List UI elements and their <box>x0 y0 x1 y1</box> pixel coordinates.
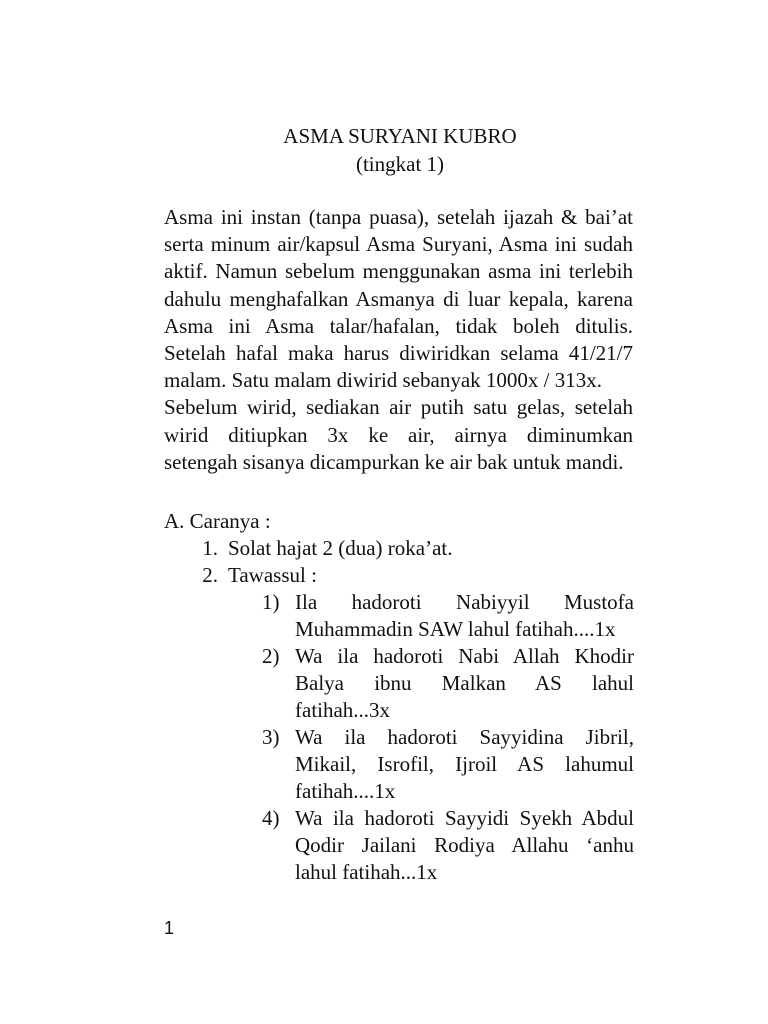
tawassul-line: fatihah....1x <box>295 779 396 803</box>
paragraph-line: wirid ditiupkan 3x ke air, airnya diminumkan <box>164 422 633 447</box>
section-heading: A. Caranya : <box>164 509 271 533</box>
intro-paragraph <box>164 204 633 476</box>
page-number: 1 <box>164 918 175 938</box>
paragraph-line: serta minum air/kapsul Asma Suryani, Asma ini sudah <box>164 232 633 257</box>
tawassul-line: Wa ila hadoroti Sayyidi Syekh Abdul <box>295 806 634 830</box>
tawassul-line: Muhammadin SAW lahul fatihah....1x <box>295 617 616 641</box>
tawassul-number: 1) <box>262 590 280 614</box>
step-number: 1. <box>202 536 218 560</box>
step-text: Tawassul : <box>228 563 317 587</box>
paragraph-line: Asma ini instan (tanpa puasa), setelah ijazah & bai’at <box>164 205 633 229</box>
paragraph-line: malam. Satu malam diwirid sebanyak 1000x / 313x. <box>164 368 603 393</box>
tawassul-number: 4) <box>262 806 280 830</box>
tawassul-text <box>295 724 634 805</box>
tawassul-number: 2) <box>262 644 280 668</box>
tawassul-line: Wa ila hadoroti Sayyidina Jibril, <box>295 725 634 749</box>
tawassul-text <box>295 805 634 886</box>
tawassul-text <box>295 589 634 643</box>
paragraph-line: Sebelum wirid, sediakan air putih satu gelas, setelah <box>164 395 633 420</box>
tawassul-line: Mikail, Isrofil, Ijroil AS lahumul <box>295 752 634 776</box>
paragraph-line: Setelah hafal maka harus diwiridkan selama 41/21/7 <box>164 341 633 366</box>
tawassul-line: lahul fatihah...1x <box>295 860 438 884</box>
tawassul-number: 3) <box>262 725 280 749</box>
paragraph-line: setengah sisanya dicampurkan ke air bak untuk mandi. <box>164 449 624 474</box>
paragraph-line: aktif. Namun sebelum menggunakan asma ini terlebih <box>164 259 633 284</box>
tawassul-text <box>295 643 634 724</box>
tawassul-line: Ila hadoroti Nabiyyil Mustofa <box>295 590 634 614</box>
step-number: 2. <box>202 563 218 587</box>
step-text: Solat hajat 2 (dua) roka’at. <box>228 536 453 560</box>
tawassul-line: Qodir Jailani Rodiya Allahu ‘anhu <box>295 833 634 857</box>
tawassul-line: fatihah...3x <box>295 698 391 722</box>
paragraph-line: Asma ini Asma talar/hafalan, tidak boleh ditulis. <box>164 313 633 338</box>
document-subtitle: (tingkat 1) <box>355 152 445 176</box>
tawassul-line: Balya ibnu Malkan AS lahul <box>295 671 634 695</box>
paragraph-line: dahulu menghafalkan Asmanya di luar kepala, karena <box>164 286 633 311</box>
document-title: ASMA SURYANI KUBRO <box>283 124 517 148</box>
tawassul-line: Wa ila hadoroti Nabi Allah Khodir <box>295 644 634 668</box>
